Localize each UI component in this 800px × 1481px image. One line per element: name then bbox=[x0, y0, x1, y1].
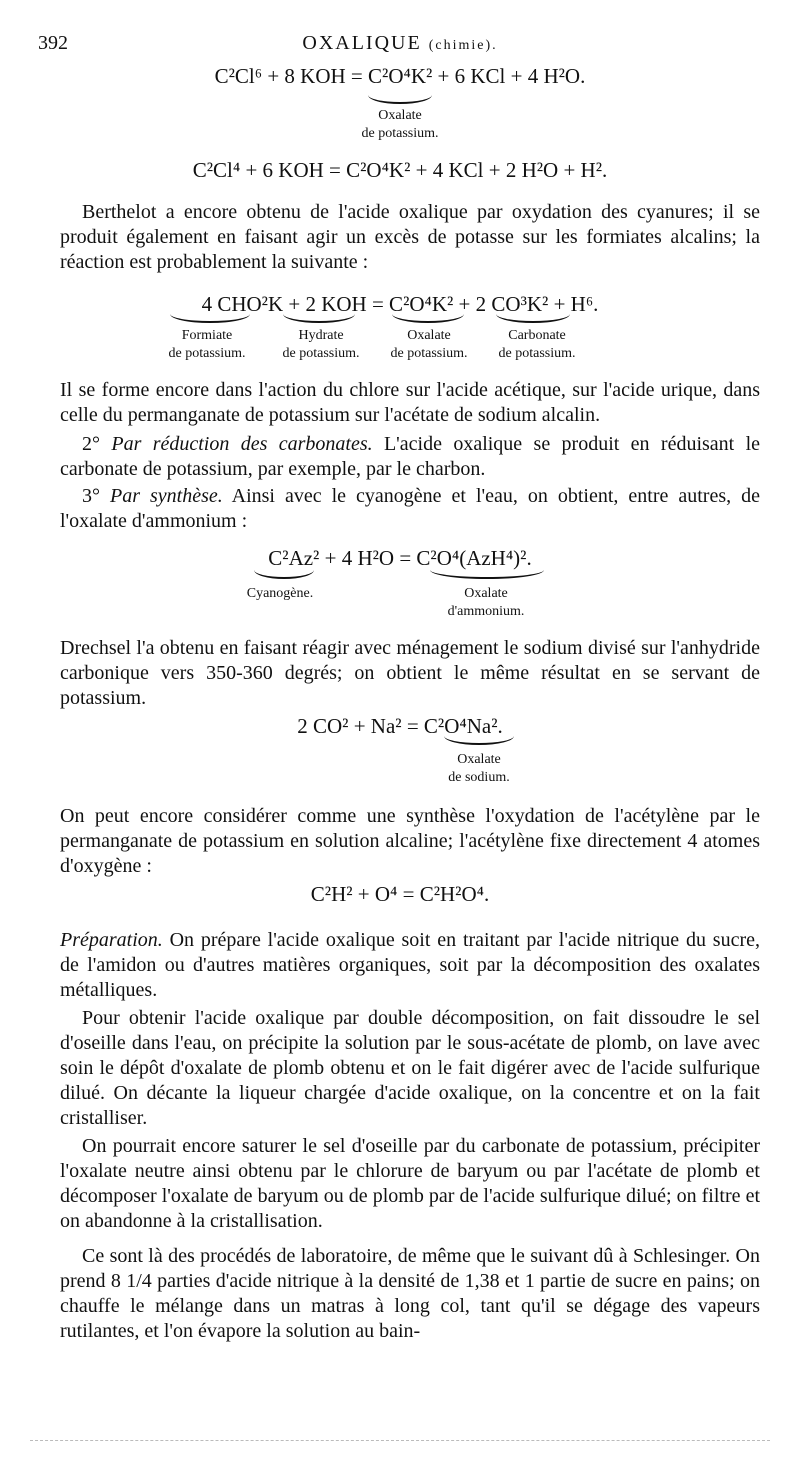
paragraph-6 bbox=[60, 804, 760, 879]
equation-4: C²Az² + 4 H²O = C²O⁴(AzH⁴)². bbox=[268, 546, 532, 570]
section-number: 2° bbox=[82, 433, 100, 455]
paragraph-3 bbox=[60, 432, 760, 482]
paragraph-text: On pourrait encore saturer le sel d'oseille par du carbonate de potassium, précipiter l'oxalate neutre ainsi obtenu par le chlorure de baryum ou par l'acétate de plomb et décomposer l'oxalate de baryum ou de plomb par de l'acide sulfurique dilué; on filtre et on abandonne à la cristallisation. bbox=[60, 1135, 760, 1232]
paragraph-10 bbox=[60, 1244, 760, 1344]
paragraph-text: Il se forme encore dans l'action du chlore sur l'acide acétique, sur l'acide urique, dans celle du permanganate de potassium sur l'acétate de sodium alcalin. bbox=[60, 379, 760, 426]
brace-cyanogene bbox=[254, 570, 314, 579]
page-number: 392 bbox=[38, 32, 68, 54]
equation-1: C²Cl⁶ + 8 KOH = C²O⁴K² + 6 KCl + 4 H²O. bbox=[214, 64, 586, 88]
running-title bbox=[0, 32, 800, 55]
equation-3-note-oxalate bbox=[370, 327, 488, 363]
note-line: de potassium. bbox=[361, 126, 439, 141]
note-line: Oxalate bbox=[457, 752, 501, 767]
note-line: Oxalate bbox=[464, 586, 508, 601]
running-title-main: OXALIQUE bbox=[302, 32, 422, 54]
equation-5-note bbox=[420, 751, 538, 787]
paragraph-text bbox=[60, 484, 760, 534]
note-line: de potassium. bbox=[498, 346, 576, 361]
paragraph-text: On peut encore considérer comme une synthèse l'oxydation de l'acétylène par le permanganate de potassium en solution alcaline; l'acétylène fixe directement 4 atomes d'oxygène : bbox=[60, 805, 760, 877]
equation-5: 2 CO² + Na² = C²O⁴Na². bbox=[297, 714, 503, 738]
equation-1-note bbox=[330, 107, 470, 143]
note-line: de potassium. bbox=[168, 346, 246, 361]
section-body: L'acide oxalique se produit en réduisant le carbonate de potassium, par exemple, par le charbon. bbox=[60, 433, 761, 480]
paragraph-text: Pour obtenir l'acide oxalique par double décomposition, on fait dissoudre le sel d'oseille dans l'eau, on précipite la solution par le sous-acétate de plomb, on lave avec soin le dépôt d'oxalate de plomb obtenu et on le fait digérer avec de l'acide sulfurique dilué. On décante la liqueur chargée d'acide oxalique, on la concentre et on la fait cristalliser. bbox=[60, 1007, 760, 1129]
brace-carbonate bbox=[496, 314, 570, 323]
note-line: de potassium. bbox=[282, 346, 360, 361]
paragraph-text bbox=[60, 928, 760, 1003]
section-heading: Par réduction des carbonates. bbox=[111, 433, 373, 455]
note-line: de sodium. bbox=[448, 770, 510, 785]
section-heading: Préparation. bbox=[60, 929, 163, 951]
section-heading: Par synthèse. bbox=[110, 485, 223, 507]
paragraph-2 bbox=[60, 378, 760, 428]
paragraph-7 bbox=[60, 928, 760, 1003]
paragraph-text bbox=[60, 432, 760, 482]
equation-4-note-cyanogene bbox=[220, 585, 340, 603]
paragraph-text: Ce sont là des procédés de laboratoire, de même que le suivant dû à Schlesinger. On prend 8 1/4 parties d'acide nitrique à la densité de 1,38 et 1 partie de sucre en pains; on chauffe le mélange dans un matras à long col, tant qu'il se dégage des vapeurs rutilantes, et l'on évapore la solution au bain- bbox=[60, 1245, 760, 1342]
note-line: Hydrate bbox=[298, 328, 344, 343]
note-line: de potassium. bbox=[390, 346, 468, 361]
section-body: Ainsi avec le cyanogène et l'eau, on obtient, entre autres, de l'oxalate d'ammonium : bbox=[60, 485, 760, 532]
equation-3-note-hydrate bbox=[262, 327, 380, 363]
note-line: Carbonate bbox=[508, 328, 566, 343]
note-line: Oxalate bbox=[407, 328, 451, 343]
paragraph-5 bbox=[60, 636, 760, 711]
paragraph-9 bbox=[60, 1134, 760, 1234]
equation-3-note-carbonate bbox=[478, 327, 596, 363]
brace-hydrate bbox=[283, 314, 355, 323]
equation-3-note-formiate bbox=[148, 327, 266, 363]
section-number: 3° bbox=[82, 485, 100, 507]
note-line: d'ammonium. bbox=[447, 604, 525, 619]
section-body: On prépare l'acide oxalique soit en traitant par l'acide nitrique du sucre, de l'amidon ou d'autres matières organiques, soit par la décomposition des oxalates métalliques. bbox=[60, 929, 760, 1001]
paragraph-text: Drechsel l'a obtenu en faisant réagir avec ménagement le sodium divisé sur l'anhydride carbonique vers 350-360 degrés; on obtient le même résultat en se servant de potassium. bbox=[60, 637, 760, 709]
brace-oxalate bbox=[392, 314, 464, 323]
paragraph-text: Berthelot a encore obtenu de l'acide oxalique par oxydation des cyanures; il se produit également en faisant agir un excès de potasse sur les formiates alcalins; la réaction est probablement la suivante : bbox=[60, 201, 760, 273]
equation-3: 4 CHO²K + 2 KOH = C²O⁴K² + 2 CO³K² + H⁶. bbox=[201, 292, 599, 316]
brace-oxalate-sodium bbox=[444, 736, 514, 745]
note-line: Cyanogène. bbox=[246, 586, 314, 601]
paragraph-1 bbox=[60, 200, 760, 275]
note-line: Formiate bbox=[181, 328, 233, 343]
scan-bottom-edge bbox=[30, 1440, 770, 1443]
brace-oxalate-ammonium bbox=[430, 570, 544, 579]
equation-4-note-oxalate bbox=[420, 585, 552, 621]
brace-formiate bbox=[170, 314, 250, 323]
brace-1 bbox=[368, 95, 432, 104]
equation-2: C²Cl⁴ + 6 KOH = C²O⁴K² + 4 KCl + 2 H²O + H². bbox=[192, 158, 608, 182]
paragraph-4 bbox=[60, 484, 760, 534]
running-title-sub: (chimie). bbox=[428, 38, 498, 53]
equation-6: C²H² + O⁴ = C²H²O⁴. bbox=[310, 882, 490, 906]
note-line: Oxalate bbox=[378, 108, 422, 123]
paragraph-8 bbox=[60, 1006, 760, 1131]
